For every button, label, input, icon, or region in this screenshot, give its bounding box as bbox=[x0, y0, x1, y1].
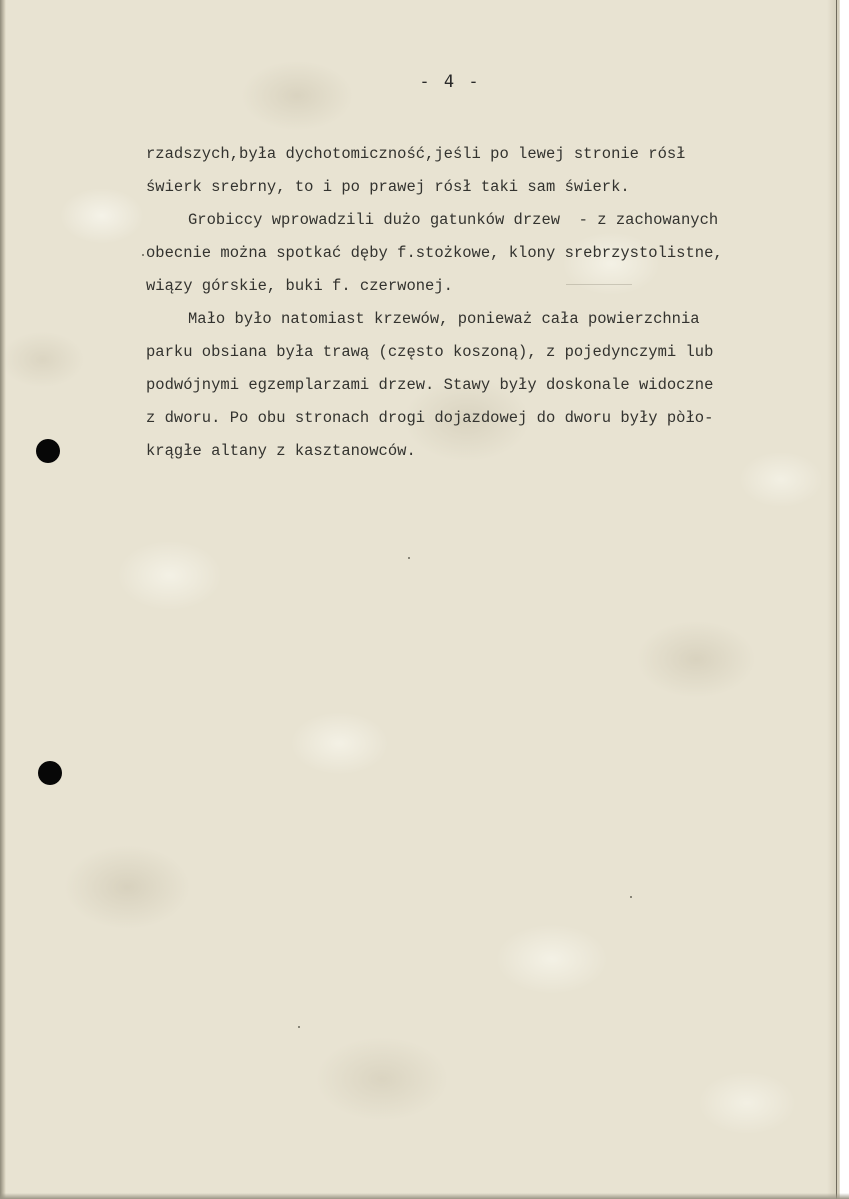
page-left-edge bbox=[0, 0, 6, 1199]
paper-speck bbox=[408, 557, 410, 559]
page-right-edge-line bbox=[836, 0, 837, 1199]
text-line: rzadszych,była dychotomiczność,jeśli po lewej stronie rósł bbox=[146, 145, 686, 163]
text-line: podwójnymi egzemplarzami drzew. Stawy były doskonale widoczne bbox=[146, 376, 714, 394]
paper-speck bbox=[630, 896, 632, 898]
text-line: z dworu. Po obu stronach drogi dojazdowej do dworu były pòło- bbox=[146, 409, 714, 427]
text-line: krągłe altany z kasztanowców. bbox=[146, 442, 416, 460]
paper-speck bbox=[142, 254, 144, 256]
punch-hole bbox=[36, 439, 60, 463]
text-line: Mało było natomiast krzewów, ponieważ cała powierzchnia bbox=[188, 310, 700, 328]
text-line: parku obsiana była trawą (często koszoną), z pojedynczymi lub bbox=[146, 343, 714, 361]
paper-speck bbox=[298, 1026, 300, 1028]
page-right-edge bbox=[827, 0, 849, 1199]
document-body bbox=[146, 138, 796, 468]
punch-hole bbox=[38, 761, 62, 785]
page-bottom-edge bbox=[0, 1193, 849, 1199]
text-line: Grobiccy wprowadzili dużo gatunków drzew - z zachowanych bbox=[188, 211, 719, 229]
text-line: świerk srebrny, to i po prawej rósł taki sam świerk. bbox=[146, 178, 630, 196]
text-line: wiązy górskie, buki f. czerwonej. bbox=[146, 277, 453, 295]
text-line: obecnie można spotkać dęby f.stożkowe, klony srebrzystolistne, bbox=[146, 244, 723, 262]
page-number: - 4 - bbox=[419, 72, 481, 92]
faint-pencil-mark bbox=[566, 284, 632, 285]
